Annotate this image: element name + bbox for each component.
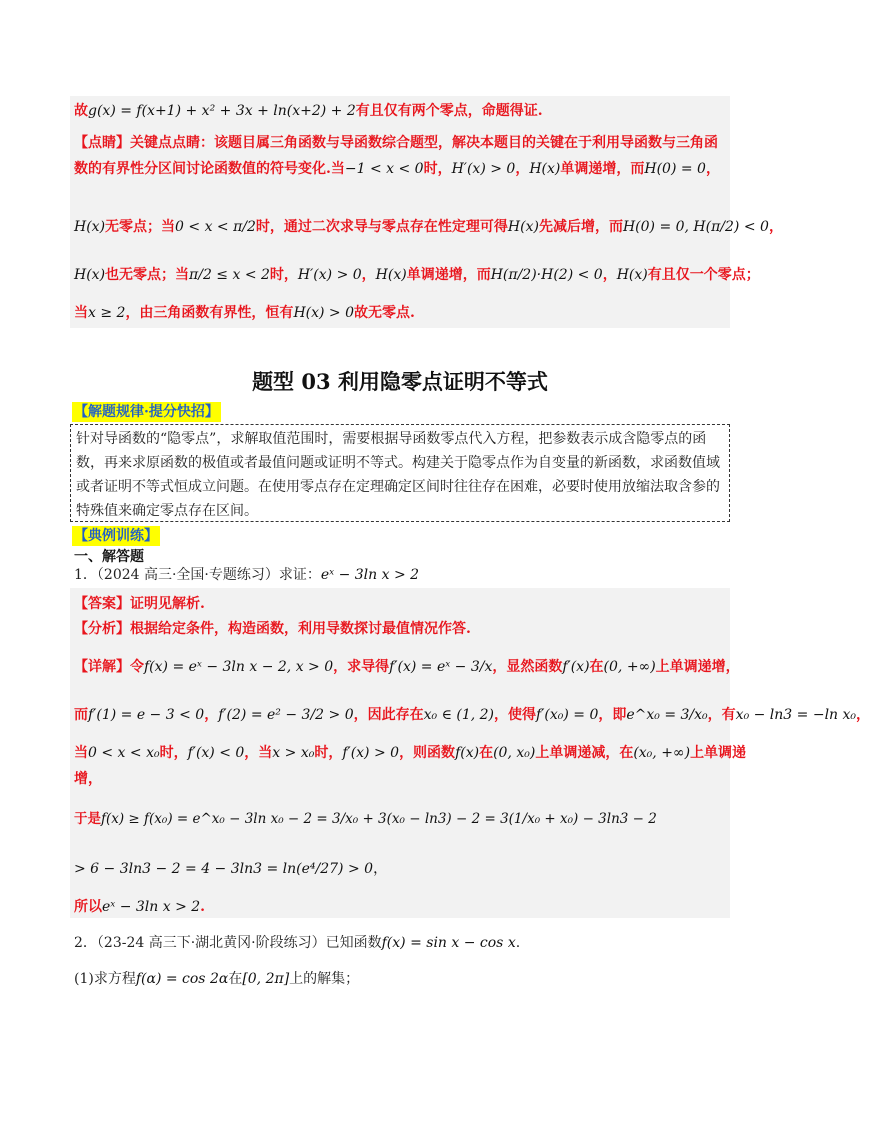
- top-highlight-block: [70, 96, 730, 328]
- key-point-line-5: 当x ≥ 2，由三角函数有界性，恒有H(x) > 0故无零点.: [74, 305, 415, 321]
- detail-line-1: 【详解】令f(x) = eˣ − 3ln x − 2, x > 0，求导得f′(x) = eˣ − 3/x，显然函数f′(x)在(0, +∞)上单调递增，: [74, 659, 740, 675]
- detail-line-3: 当0 < x < x₀时，f′(x) < 0，当x > x₀时，f′(x) > 0，则函数f(x)在(0, x₀)上单调递减，在(x₀, +∞)上单调递: [74, 745, 747, 761]
- tip-line-3: 或者证明不等式恒成立问题。在使用零点存在定理确定区间时往往存在困难，必要时使用放缩法取含参的: [76, 479, 720, 495]
- question-2: 2．（23-24 高三下·湖北黄冈·阶段练习）已知函数f(x) = sin x − cos x.: [74, 935, 521, 951]
- section-title: 题型 03 利用隐零点证明不等式: [252, 369, 548, 394]
- example-tag: 【典例训练】: [74, 528, 158, 544]
- key-point-line-2: 数的有界性分区间讨论函数值的符号变化.当−1 < x < 0时，H′(x) > 0，H(x)单调递增，而H(0) = 0，: [74, 161, 720, 177]
- conclusion-line: 故g(x) = f(x+1) + x² + 3x + ln(x+2) + 2有且仅有两个零点，命题得证.: [74, 103, 543, 119]
- question-2-part-1: (1)求方程f(α) = cos 2α在[0, 2π]上的解集；: [74, 971, 360, 987]
- detail-line-6: > 6 − 3ln3 − 2 = 4 − 3ln3 = ln(e⁴/27) > 0，: [74, 861, 388, 877]
- detail-line-4: 增，: [74, 771, 102, 787]
- key-point-line-3: H(x)无零点；当0 < x < π/2时，通过二次求导与零点存在性定理可得H(x)先减后增，而H(0) = 0, H(π/2) < 0，: [74, 219, 783, 235]
- tip-line-1: 针对导函数的“隐零点”，求解取值范围时，需要根据导函数零点代入方程，把参数表示成含隐零点的函: [76, 431, 707, 447]
- analysis-line: 【分析】根据给定条件，构造函数，利用导数探讨最值情况作答.: [74, 621, 471, 637]
- key-point-line-4: H(x)也无零点；当π/2 ≤ x < 2时，H′(x) > 0，H(x)单调递增，而H(π/2)·H(2) < 0，H(x)有且仅一个零点；: [74, 267, 760, 283]
- detail-line-7: 所以eˣ − 3ln x > 2.: [74, 899, 206, 915]
- detail-line-5: 于是f(x) ≥ f(x₀) = e^x₀ − 3ln x₀ − 2 = 3/x₀ + 3(x₀ − ln3) − 2 = 3(1/x₀ + x₀) − 3ln3 − 2: [74, 811, 657, 827]
- key-point-line-1: 【点睛】关键点点睛：该题目属三角函数与导函数综合题型，解决本题目的关键在于利用导函数与三角函: [74, 135, 718, 151]
- tip-line-2: 数，再来求原函数的极值或者最值问题或证明不等式。构建关于隐零点作为自变量的新函数，求函数值域: [76, 455, 720, 471]
- section-heading: 一、解答题: [74, 549, 144, 565]
- detail-line-2: 而f′(1) = e − 3 < 0，f′(2) = e² − 3/2 > 0，因此存在x₀ ∈ (1, 2)，使得f′(x₀) = 0，即e^x₀ = 3/x₀，有x₀ − ln3 = −ln x₀，: [74, 707, 870, 723]
- answer-line: 【答案】证明见解析.: [74, 596, 205, 612]
- tip-tag: 【解题规律·提分快招】: [74, 404, 219, 420]
- tip-line-4: 特殊值来确定零点存在区间。: [76, 503, 258, 519]
- question-1: 1．（2024 高三·全国·专题练习）求证：eˣ − 3ln x > 2: [74, 567, 420, 583]
